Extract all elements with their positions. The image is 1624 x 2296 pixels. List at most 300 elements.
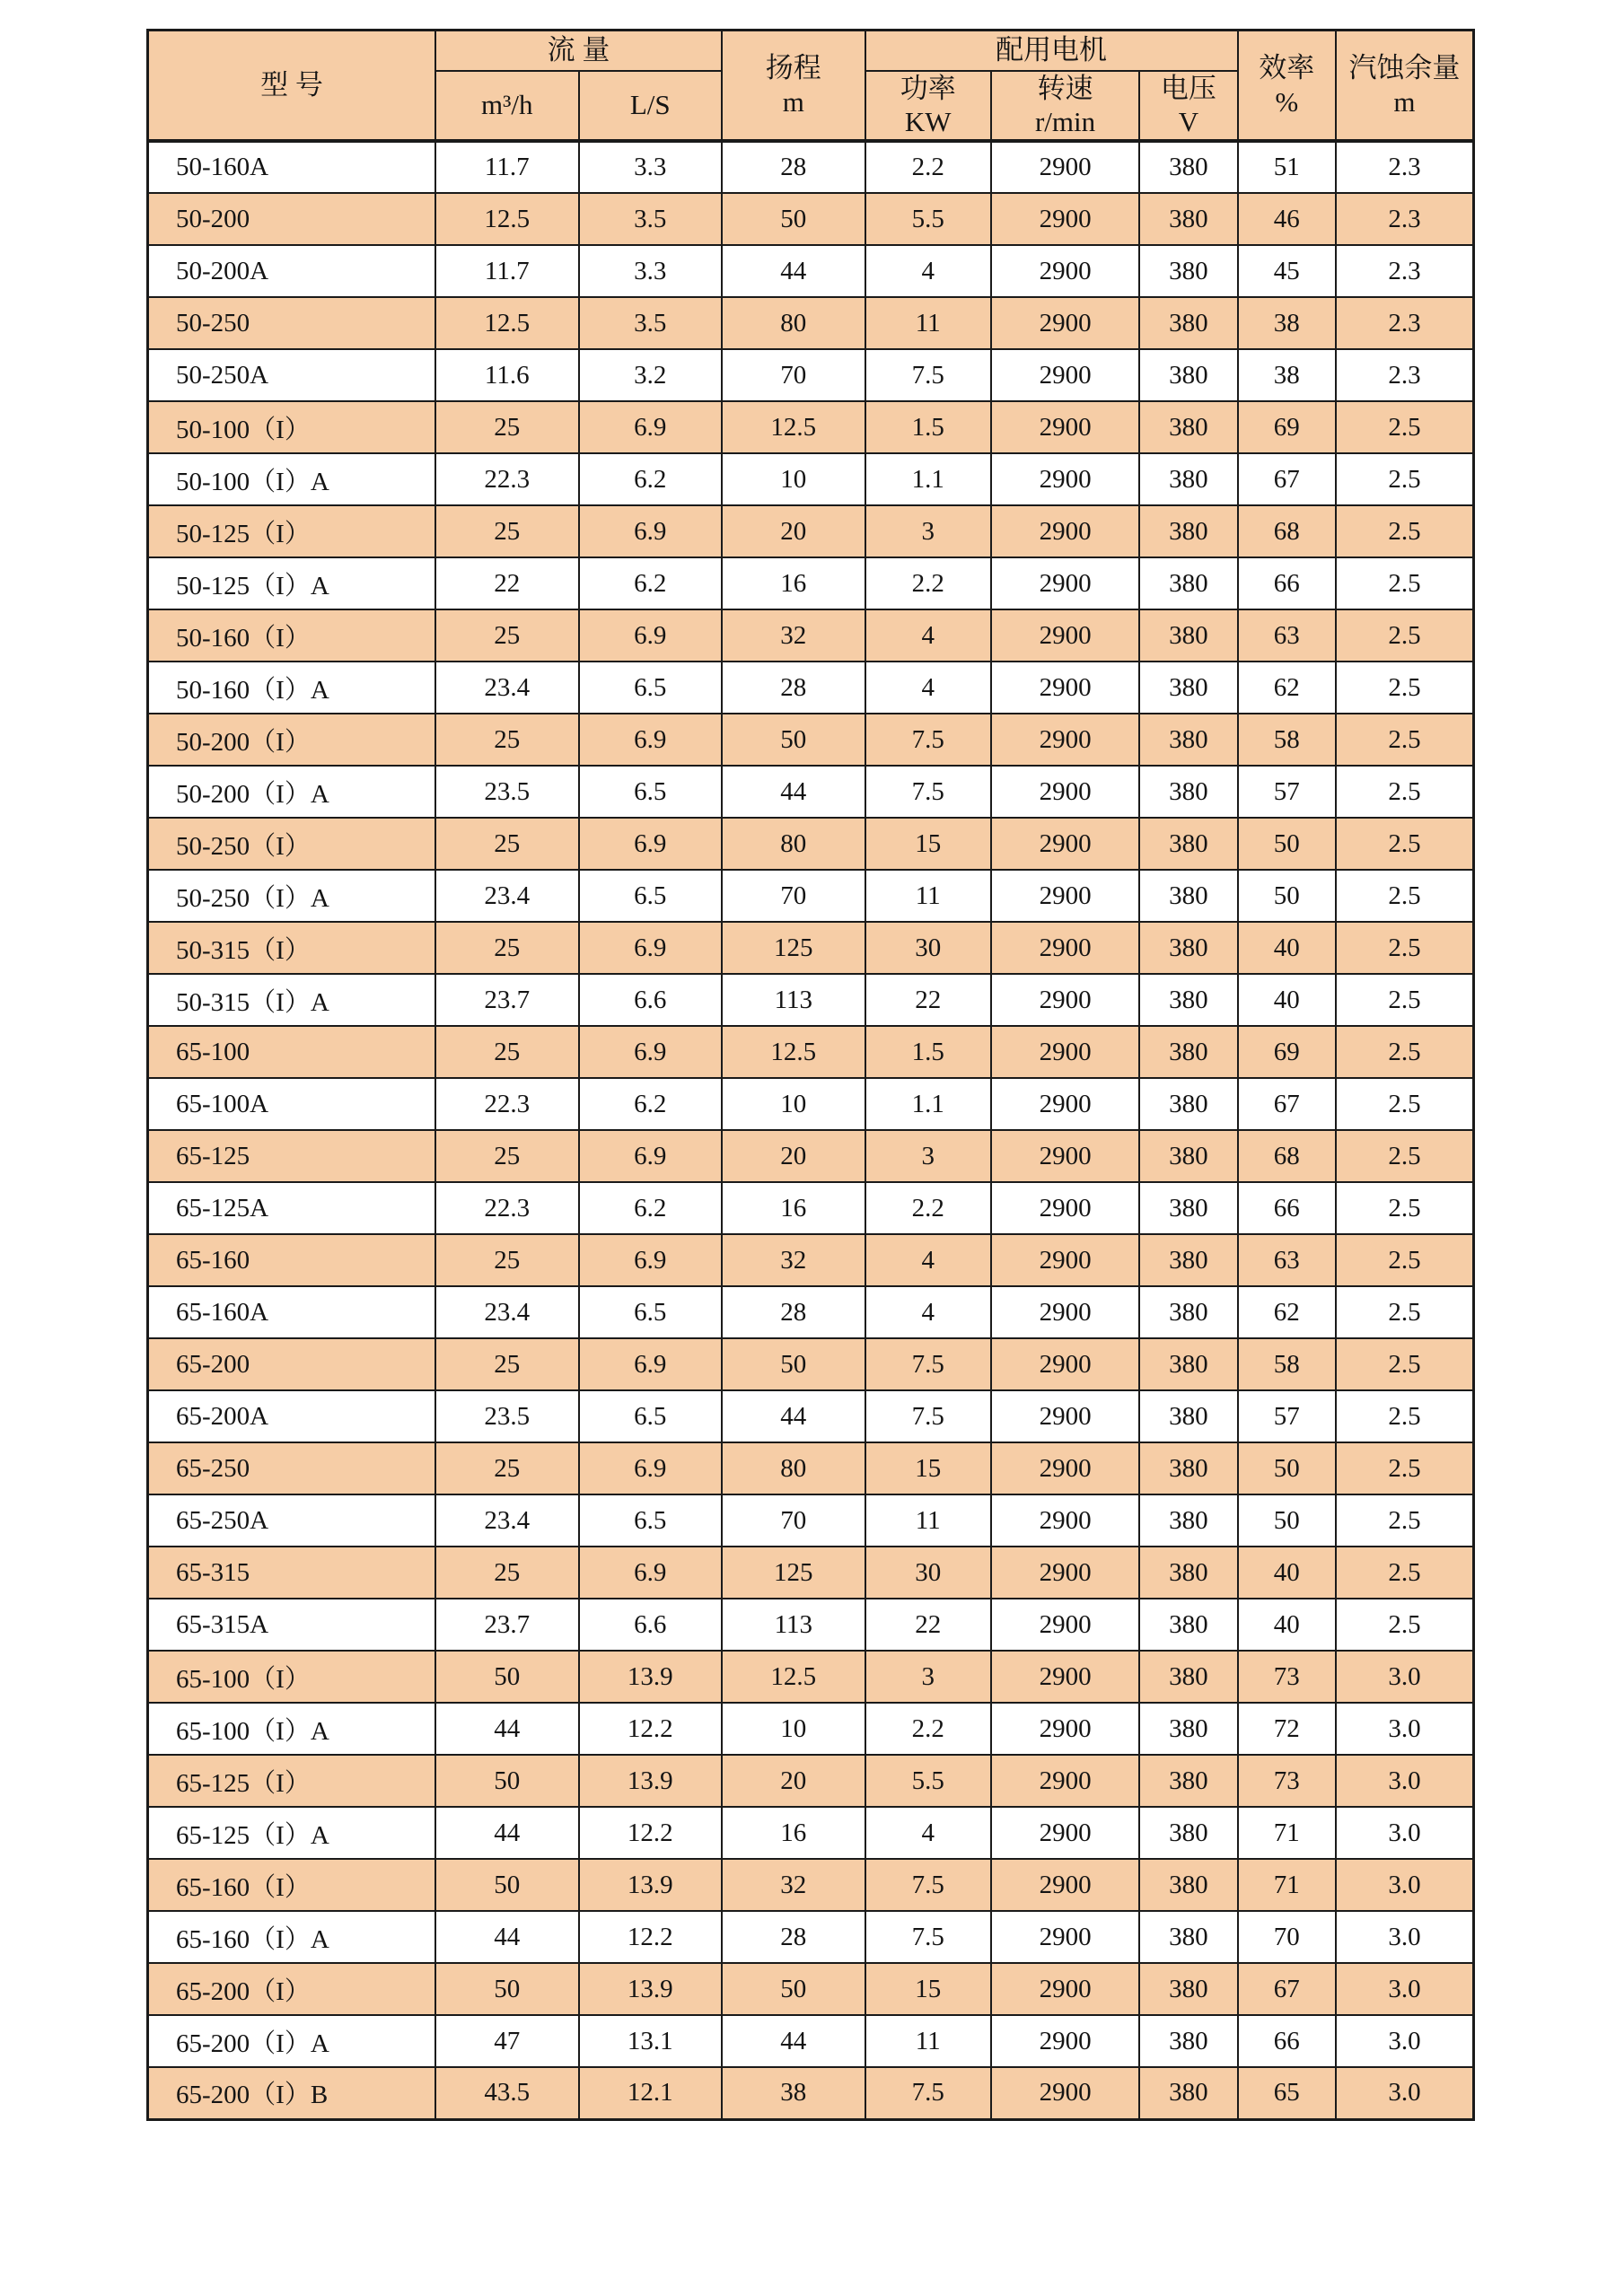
cell-model: 65-125 [148,1130,436,1182]
cell-voltage-v: 380 [1139,141,1237,193]
cell-flow-m3h: 23.7 [435,1599,579,1651]
cell-efficiency-pct: 67 [1238,453,1336,505]
cell-voltage-v: 380 [1139,505,1237,557]
cell-power-kw: 30 [865,922,991,974]
cell-speed-rpm: 2900 [991,2067,1139,2119]
cell-voltage-v: 380 [1139,349,1237,401]
column-header-head-label: 扬程 [765,52,821,84]
cell-power-kw: 15 [865,1963,991,2015]
cell-flow-m3h: 44 [435,1703,579,1755]
cell-flow-ls: 3.3 [579,141,723,193]
cell-head-m: 28 [722,1286,865,1338]
cell-flow-ls: 12.2 [579,1703,723,1755]
cell-power-kw: 7.5 [865,714,991,766]
cell-efficiency-pct: 63 [1238,1234,1336,1286]
cell-speed-rpm: 2900 [991,1807,1139,1859]
cell-head-m: 10 [722,1078,865,1130]
cell-power-kw: 11 [865,297,991,349]
cell-voltage-v: 380 [1139,870,1237,922]
cell-flow-ls: 13.9 [579,1859,723,1911]
cell-efficiency-pct: 69 [1238,401,1336,453]
column-header-flow-group-label: 流 量 [547,34,610,66]
cell-efficiency-pct: 38 [1238,297,1336,349]
table-header [148,31,1474,142]
cell-flow-ls: 6.6 [579,974,723,1026]
cell-model: 65-200A [148,1390,436,1442]
cell-head-m: 12.5 [722,1651,865,1703]
cell-power-kw: 1.1 [865,453,991,505]
table-row [148,1703,1474,1755]
cell-power-kw: 7.5 [865,349,991,401]
cell-flow-m3h: 25 [435,401,579,453]
column-header-flow-group [435,31,722,71]
cell-flow-m3h: 50 [435,1651,579,1703]
cell-npsh-m: 3.0 [1336,1755,1474,1807]
cell-voltage-v: 380 [1139,714,1237,766]
cell-model: 50-160（I） [148,609,436,662]
cell-flow-ls: 6.9 [579,1547,723,1599]
cell-head-m: 32 [722,1859,865,1911]
cell-flow-ls: 12.1 [579,2067,723,2119]
cell-flow-ls: 6.2 [579,1182,723,1234]
cell-model: 65-160A [148,1286,436,1338]
cell-flow-m3h: 25 [435,1547,579,1599]
cell-efficiency-pct: 58 [1238,1338,1336,1390]
cell-npsh-m: 3.0 [1336,1651,1474,1703]
cell-npsh-m: 3.0 [1336,1911,1474,1963]
cell-flow-ls: 6.9 [579,1026,723,1078]
cell-speed-rpm: 2900 [991,766,1139,818]
cell-npsh-m: 2.5 [1336,766,1474,818]
column-header-flow-ls-label: L/S [629,89,671,121]
table-row [148,557,1474,609]
cell-flow-ls: 6.9 [579,714,723,766]
cell-flow-ls: 6.5 [579,1390,723,1442]
cell-model: 50-100（I）A [148,453,436,505]
cell-power-kw: 11 [865,2015,991,2067]
cell-flow-m3h: 22.3 [435,1078,579,1130]
cell-npsh-m: 2.5 [1336,1338,1474,1390]
cell-voltage-v: 380 [1139,1963,1237,2015]
cell-efficiency-pct: 57 [1238,1390,1336,1442]
cell-speed-rpm: 2900 [991,453,1139,505]
cell-head-m: 12.5 [722,401,865,453]
cell-voltage-v: 380 [1139,193,1237,245]
cell-npsh-m: 2.5 [1336,1182,1474,1234]
table-row [148,349,1474,401]
cell-voltage-v: 380 [1139,662,1237,714]
cell-efficiency-pct: 66 [1238,2015,1336,2067]
cell-model: 50-250 [148,297,436,349]
cell-flow-ls: 6.2 [579,1078,723,1130]
cell-model: 65-200 [148,1338,436,1390]
cell-voltage-v: 380 [1139,766,1237,818]
cell-speed-rpm: 2900 [991,1859,1139,1911]
cell-power-kw: 30 [865,1547,991,1599]
cell-flow-m3h: 23.5 [435,1390,579,1442]
cell-flow-m3h: 25 [435,1130,579,1182]
cell-power-kw: 7.5 [865,1911,991,1963]
cell-flow-m3h: 23.5 [435,766,579,818]
cell-head-m: 70 [722,870,865,922]
cell-speed-rpm: 2900 [991,1026,1139,1078]
cell-flow-m3h: 12.5 [435,193,579,245]
cell-voltage-v: 380 [1139,1911,1237,1963]
cell-flow-ls: 6.5 [579,870,723,922]
cell-voltage-v: 380 [1139,818,1237,870]
cell-speed-rpm: 2900 [991,870,1139,922]
cell-voltage-v: 380 [1139,1703,1237,1755]
cell-model: 65-200（I）A [148,2015,436,2067]
column-header-efficiency-unit: % [1275,86,1299,118]
cell-flow-m3h: 23.4 [435,870,579,922]
cell-power-kw: 5.5 [865,1755,991,1807]
cell-voltage-v: 380 [1139,245,1237,297]
cell-power-kw: 4 [865,1234,991,1286]
cell-flow-m3h: 11.7 [435,141,579,193]
cell-efficiency-pct: 40 [1238,1547,1336,1599]
cell-efficiency-pct: 67 [1238,1078,1336,1130]
column-header-voltage [1139,71,1237,142]
cell-head-m: 28 [722,662,865,714]
cell-npsh-m: 2.5 [1336,1234,1474,1286]
cell-head-m: 50 [722,714,865,766]
cell-efficiency-pct: 57 [1238,766,1336,818]
cell-head-m: 44 [722,2015,865,2067]
cell-flow-ls: 6.6 [579,1599,723,1651]
column-header-npsh-label: 汽蚀余量 [1348,52,1461,84]
cell-speed-rpm: 2900 [991,1338,1139,1390]
cell-voltage-v: 380 [1139,1807,1237,1859]
cell-power-kw: 11 [865,870,991,922]
cell-flow-m3h: 23.7 [435,974,579,1026]
cell-power-kw: 22 [865,1599,991,1651]
cell-head-m: 10 [722,1703,865,1755]
cell-efficiency-pct: 50 [1238,1442,1336,1494]
cell-voltage-v: 380 [1139,557,1237,609]
cell-speed-rpm: 2900 [991,1182,1139,1234]
pump-spec-table-container [146,29,1475,2121]
table-row [148,2015,1474,2067]
column-header-head-unit: m [782,86,804,118]
cell-voltage-v: 380 [1139,974,1237,1026]
cell-power-kw: 5.5 [865,193,991,245]
column-header-efficiency [1238,31,1336,142]
cell-model: 50-125（I）A [148,557,436,609]
cell-npsh-m: 2.5 [1336,974,1474,1026]
table-row [148,1338,1474,1390]
cell-flow-ls: 3.3 [579,245,723,297]
cell-power-kw: 1.5 [865,401,991,453]
cell-model: 50-200A [148,245,436,297]
cell-model: 65-315A [148,1599,436,1651]
cell-voltage-v: 380 [1139,453,1237,505]
cell-model: 65-125（I）A [148,1807,436,1859]
cell-flow-ls: 6.9 [579,505,723,557]
cell-model: 65-100 [148,1026,436,1078]
cell-npsh-m: 2.5 [1336,1547,1474,1599]
table-row [148,1390,1474,1442]
cell-flow-m3h: 23.4 [435,1494,579,1547]
cell-speed-rpm: 2900 [991,1547,1139,1599]
cell-speed-rpm: 2900 [991,1286,1139,1338]
cell-flow-m3h: 25 [435,1442,579,1494]
cell-speed-rpm: 2900 [991,401,1139,453]
cell-voltage-v: 380 [1139,1651,1237,1703]
cell-efficiency-pct: 73 [1238,1651,1336,1703]
cell-head-m: 16 [722,1182,865,1234]
cell-voltage-v: 380 [1139,1130,1237,1182]
cell-model: 65-100（I） [148,1651,436,1703]
cell-voltage-v: 380 [1139,1390,1237,1442]
cell-npsh-m: 2.5 [1336,1286,1474,1338]
cell-model: 65-315 [148,1547,436,1599]
table-row [148,2067,1474,2119]
cell-head-m: 38 [722,2067,865,2119]
cell-speed-rpm: 2900 [991,974,1139,1026]
cell-voltage-v: 380 [1139,297,1237,349]
cell-npsh-m: 2.5 [1336,818,1474,870]
cell-flow-m3h: 11.7 [435,245,579,297]
cell-voltage-v: 380 [1139,2067,1237,2119]
cell-flow-ls: 12.2 [579,1911,723,1963]
cell-flow-ls: 12.2 [579,1807,723,1859]
column-header-flow-m3h-label: m³/h [480,89,533,121]
cell-flow-ls: 6.2 [579,453,723,505]
table-row [148,1234,1474,1286]
cell-npsh-m: 2.3 [1336,193,1474,245]
cell-head-m: 32 [722,1234,865,1286]
cell-head-m: 10 [722,453,865,505]
cell-flow-m3h: 43.5 [435,2067,579,2119]
cell-npsh-m: 2.5 [1336,609,1474,662]
table-row [148,1442,1474,1494]
column-header-model [148,31,436,142]
pump-table-body [148,141,1474,2119]
cell-efficiency-pct: 68 [1238,505,1336,557]
cell-power-kw: 3 [865,1651,991,1703]
table-row [148,193,1474,245]
cell-speed-rpm: 2900 [991,193,1139,245]
cell-voltage-v: 380 [1139,1026,1237,1078]
cell-npsh-m: 2.5 [1336,870,1474,922]
cell-model: 65-100（I）A [148,1703,436,1755]
cell-speed-rpm: 2900 [991,1755,1139,1807]
cell-model: 50-125（I） [148,505,436,557]
cell-model: 65-125A [148,1182,436,1234]
cell-model: 50-250A [148,349,436,401]
table-row [148,1911,1474,1963]
cell-power-kw: 4 [865,662,991,714]
table-row [148,1651,1474,1703]
cell-flow-ls: 3.5 [579,297,723,349]
cell-flow-m3h: 25 [435,1026,579,1078]
cell-voltage-v: 380 [1139,401,1237,453]
cell-voltage-v: 380 [1139,1442,1237,1494]
cell-power-kw: 4 [865,609,991,662]
cell-voltage-v: 380 [1139,1338,1237,1390]
cell-flow-ls: 6.9 [579,922,723,974]
cell-voltage-v: 380 [1139,1599,1237,1651]
table-row [148,922,1474,974]
column-header-npsh-unit: m [1393,86,1416,118]
cell-voltage-v: 380 [1139,1182,1237,1234]
cell-efficiency-pct: 63 [1238,609,1336,662]
cell-model: 50-160（I）A [148,662,436,714]
column-header-power-label: 功率 [900,72,956,104]
cell-speed-rpm: 2900 [991,1078,1139,1130]
cell-model: 50-315（I） [148,922,436,974]
cell-model: 50-250（I）A [148,870,436,922]
cell-power-kw: 15 [865,1442,991,1494]
cell-efficiency-pct: 38 [1238,349,1336,401]
cell-speed-rpm: 2900 [991,662,1139,714]
cell-npsh-m: 2.5 [1336,1442,1474,1494]
column-header-voltage-unit: V [1178,106,1199,138]
cell-voltage-v: 380 [1139,922,1237,974]
cell-npsh-m: 2.3 [1336,297,1474,349]
cell-efficiency-pct: 70 [1238,1911,1336,1963]
header-row-groups [148,31,1474,71]
cell-head-m: 50 [722,1963,865,2015]
cell-efficiency-pct: 68 [1238,1130,1336,1182]
cell-model: 65-160（I）A [148,1911,436,1963]
cell-efficiency-pct: 69 [1238,1026,1336,1078]
cell-power-kw: 3 [865,1130,991,1182]
cell-power-kw: 7.5 [865,1338,991,1390]
cell-speed-rpm: 2900 [991,1390,1139,1442]
cell-speed-rpm: 2900 [991,1651,1139,1703]
cell-efficiency-pct: 40 [1238,1599,1336,1651]
column-header-motor-group [865,31,1238,71]
cell-head-m: 20 [722,1130,865,1182]
cell-speed-rpm: 2900 [991,714,1139,766]
table-row [148,974,1474,1026]
cell-model: 50-315（I）A [148,974,436,1026]
cell-power-kw: 7.5 [865,766,991,818]
cell-npsh-m: 2.5 [1336,1494,1474,1547]
cell-npsh-m: 2.3 [1336,349,1474,401]
column-header-power [865,71,991,142]
cell-voltage-v: 380 [1139,1494,1237,1547]
cell-efficiency-pct: 50 [1238,818,1336,870]
table-row [148,818,1474,870]
table-row [148,1026,1474,1078]
cell-npsh-m: 3.0 [1336,1807,1474,1859]
cell-head-m: 113 [722,974,865,1026]
cell-flow-m3h: 25 [435,1338,579,1390]
cell-flow-m3h: 25 [435,1234,579,1286]
cell-npsh-m: 3.0 [1336,2067,1474,2119]
cell-voltage-v: 380 [1139,1755,1237,1807]
column-header-flow-m3h [435,71,579,142]
table-row [148,1182,1474,1234]
cell-flow-ls: 6.9 [579,1130,723,1182]
cell-flow-m3h: 23.4 [435,662,579,714]
cell-efficiency-pct: 51 [1238,141,1336,193]
cell-head-m: 44 [722,1390,865,1442]
table-row [148,1807,1474,1859]
column-header-head [722,31,865,142]
cell-speed-rpm: 2900 [991,818,1139,870]
cell-model: 50-200（I） [148,714,436,766]
cell-head-m: 113 [722,1599,865,1651]
cell-flow-m3h: 23.4 [435,1286,579,1338]
cell-model: 65-200（I）B [148,2067,436,2119]
cell-npsh-m: 3.0 [1336,1963,1474,2015]
cell-head-m: 80 [722,1442,865,1494]
cell-flow-m3h: 25 [435,922,579,974]
cell-power-kw: 3 [865,505,991,557]
cell-npsh-m: 2.5 [1336,557,1474,609]
cell-head-m: 32 [722,609,865,662]
cell-power-kw: 1.5 [865,1026,991,1078]
cell-flow-m3h: 50 [435,1859,579,1911]
cell-speed-rpm: 2900 [991,1963,1139,2015]
cell-model: 50-100（I） [148,401,436,453]
cell-model: 50-200（I）A [148,766,436,818]
table-row [148,766,1474,818]
cell-efficiency-pct: 66 [1238,557,1336,609]
column-header-flow-ls [579,71,723,142]
cell-speed-rpm: 2900 [991,1234,1139,1286]
cell-voltage-v: 380 [1139,1234,1237,1286]
cell-power-kw: 4 [865,245,991,297]
cell-npsh-m: 2.5 [1336,1130,1474,1182]
cell-flow-m3h: 22 [435,557,579,609]
cell-efficiency-pct: 58 [1238,714,1336,766]
cell-flow-m3h: 44 [435,1911,579,1963]
cell-npsh-m: 2.5 [1336,922,1474,974]
cell-efficiency-pct: 62 [1238,1286,1336,1338]
cell-flow-m3h: 50 [435,1963,579,2015]
table-row [148,1547,1474,1599]
cell-flow-ls: 6.5 [579,766,723,818]
cell-npsh-m: 3.0 [1336,1703,1474,1755]
cell-flow-ls: 6.9 [579,401,723,453]
cell-efficiency-pct: 46 [1238,193,1336,245]
cell-flow-ls: 6.5 [579,1286,723,1338]
column-header-npsh [1336,31,1474,142]
cell-voltage-v: 380 [1139,1078,1237,1130]
cell-npsh-m: 2.5 [1336,453,1474,505]
cell-power-kw: 2.2 [865,1182,991,1234]
cell-model: 50-200 [148,193,436,245]
cell-flow-m3h: 50 [435,1755,579,1807]
cell-efficiency-pct: 45 [1238,245,1336,297]
cell-flow-ls: 3.2 [579,349,723,401]
cell-efficiency-pct: 50 [1238,870,1336,922]
table-row [148,245,1474,297]
cell-efficiency-pct: 65 [1238,2067,1336,2119]
table-row [148,1130,1474,1182]
column-header-motor-group-label: 配用电机 [996,34,1108,66]
column-header-speed-unit: r/min [1034,106,1096,138]
cell-model: 50-160A [148,141,436,193]
cell-flow-ls: 6.9 [579,1442,723,1494]
cell-model: 65-125（I） [148,1755,436,1807]
table-row [148,609,1474,662]
cell-voltage-v: 380 [1139,1859,1237,1911]
cell-efficiency-pct: 67 [1238,1963,1336,2015]
cell-model: 50-250（I） [148,818,436,870]
cell-npsh-m: 2.5 [1336,1390,1474,1442]
cell-flow-m3h: 44 [435,1807,579,1859]
cell-power-kw: 4 [865,1286,991,1338]
cell-npsh-m: 2.5 [1336,401,1474,453]
cell-speed-rpm: 2900 [991,349,1139,401]
cell-npsh-m: 3.0 [1336,2015,1474,2067]
